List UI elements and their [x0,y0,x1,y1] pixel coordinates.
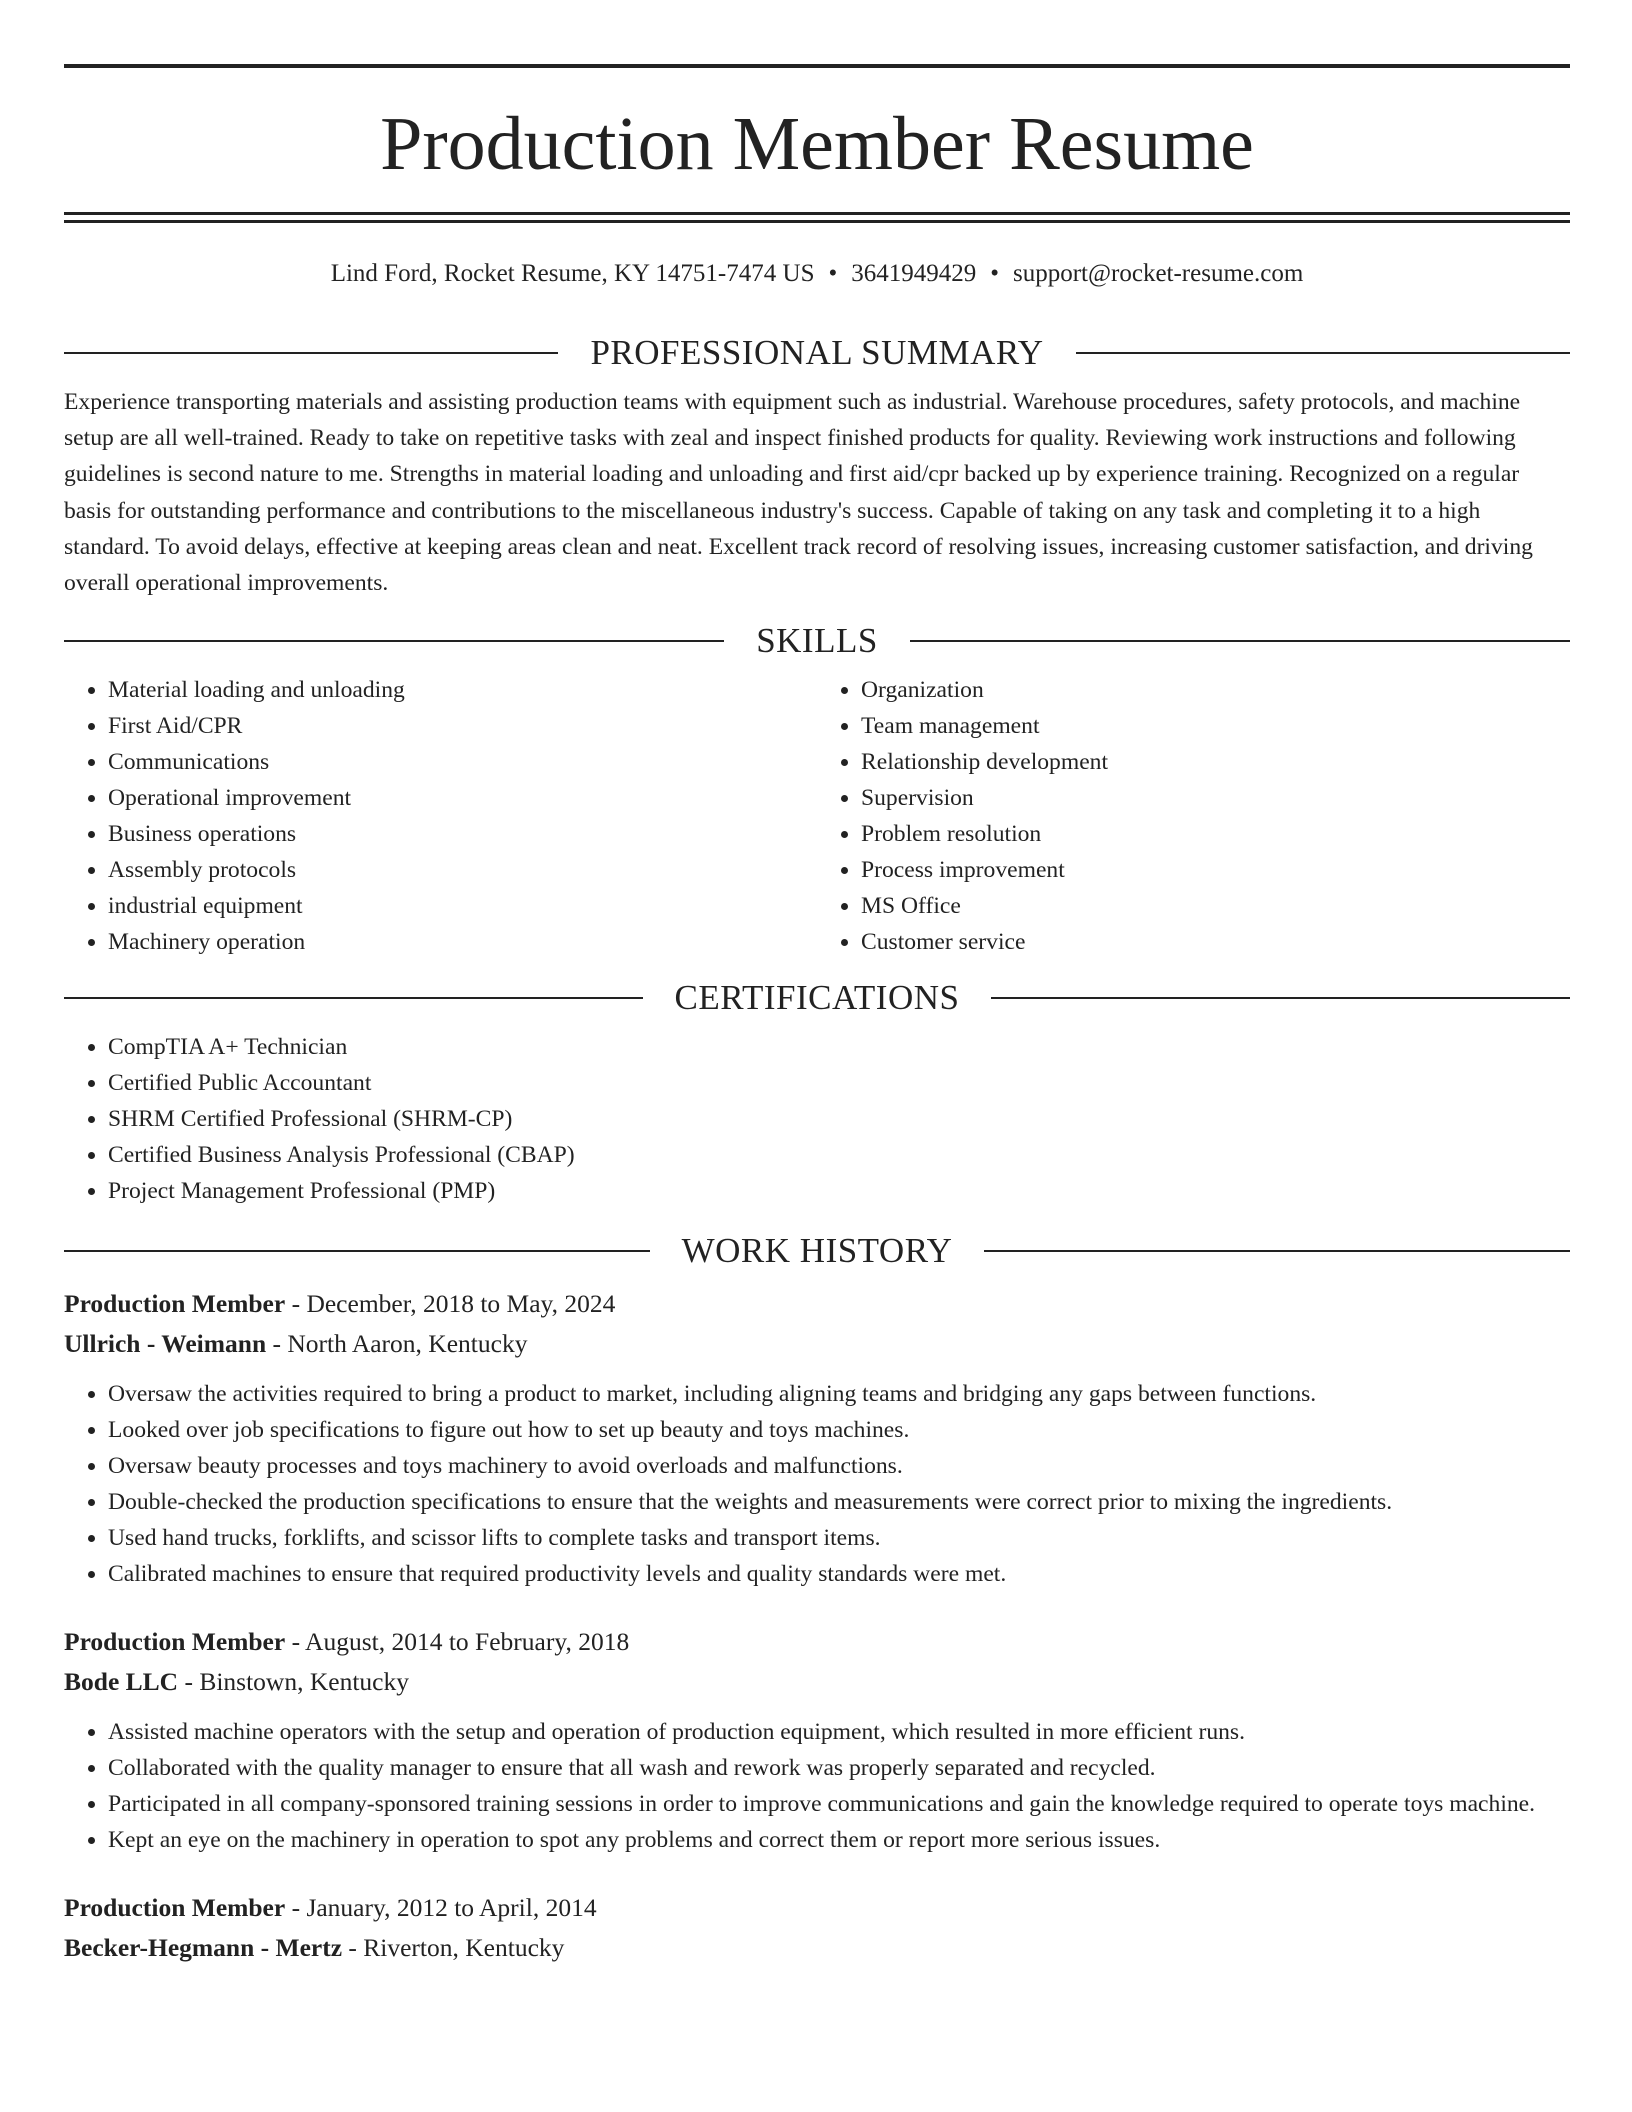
section-rule [64,640,724,642]
job-bullet: • Used hand trucks, forklifts, and scissor lifts to complete tasks and transport items. [108,1520,1570,1556]
skill-item: • Customer service [861,924,1570,960]
contact-address: Lind Ford, Rocket Resume, KY 14751-7474 US [330,260,815,287]
job-entry [64,1622,1570,1858]
job-bullet: • Calibrated machines to ensure that required productivity levels and quality standards were met. [108,1556,1570,1592]
skill-item: • Assembly protocols [108,852,817,888]
certification-item: • SHRM Certified Professional (SHRM-CP) [108,1101,1570,1137]
certifications-list [64,1029,1570,1209]
job-dates: - December, 2018 to May, 2024 [285,1289,616,1319]
contact-email: support@rocket-resume.com [1013,260,1304,287]
job-title-line [64,1622,1570,1662]
job-dates: - January, 2012 to April, 2014 [285,1893,597,1923]
contact-phone: 3641949429 [851,260,977,287]
section-header-work-history [64,1231,1570,1271]
job-entry [64,1284,1570,1592]
contact-separator: • [828,260,838,287]
job-company: Ullrich - Weimann [64,1329,267,1359]
section-rule [910,640,1570,642]
job-location: - Binstown, Kentucky [178,1667,409,1697]
skill-item: • Supervision [861,780,1570,816]
section-rule [1076,352,1570,354]
section-title-summary: PROFESSIONAL SUMMARY [590,333,1044,372]
skill-item: • Organization [861,672,1570,708]
job-bullet: • Looked over job specifications to figure out how to set up beauty and toys machines. [108,1412,1570,1448]
job-title-line [64,1284,1570,1324]
section-rule [64,1250,650,1252]
skill-item: • industrial equipment [108,888,817,924]
job-bullets [64,1714,1570,1858]
job-title-line [64,1888,1570,1928]
section-rule [991,997,1570,999]
skill-item: • Business operations [108,816,817,852]
job-bullet: • Assisted machine operators with the setup and operation of production equipment, which resulted in more efficient runs. [108,1714,1570,1750]
job-dates: - August, 2014 to February, 2018 [285,1627,630,1657]
skill-item: • Communications [108,744,817,780]
section-header-summary [64,335,1570,370]
job-bullets [64,1376,1570,1592]
job-company: Becker-Hegmann - Mertz [64,1933,343,1963]
job-location: - North Aaron, Kentucky [266,1329,528,1359]
job-company: Bode LLC [64,1667,179,1697]
skills-columns [64,672,1570,960]
certification-item: • Certified Public Accountant [108,1065,1570,1101]
skill-item: • MS Office [861,888,1570,924]
contact-separator: • [990,260,999,287]
job-bullet: • Double-checked the production specifications to ensure that the weights and measurements were correct prior to mixing the ingredients. [108,1484,1570,1520]
certification-item: • Project Management Professional (PMP) [108,1173,1570,1209]
skill-item: • Operational improvement [108,780,817,816]
section-rule [984,1250,1570,1252]
skill-item: • Problem resolution [861,816,1570,852]
job-bullet: • Collaborated with the quality manager to ensure that all wash and rework was properly separated and recycled. [108,1750,1570,1786]
job-company-line [64,1324,1570,1364]
skill-item: • Team management [861,708,1570,744]
job-company-line [64,1662,1570,1702]
skill-item: • Relationship development [861,744,1570,780]
section-header-certifications [64,978,1570,1018]
certification-item: • CompTIA A+ Technician [108,1029,1570,1065]
skills-list-right [817,672,1570,960]
page-title: Production Member Resume [380,102,1254,186]
contact-line [64,259,1570,289]
section-rule [64,352,558,354]
job-bullet: • Kept an eye on the machinery in operation to spot any problems and correct them or report more serious issues. [108,1822,1570,1858]
certification-item: • Certified Business Analysis Professional (CBAP) [108,1137,1570,1173]
section-title-skills: SKILLS [756,621,878,661]
job-title: Production Member [64,1627,286,1657]
summary-text: Experience transporting materials and assisting production teams with equipment such as industrial. Warehouse procedures, safety protocols, and machine setup are all well-trained. Ready to take on repetitive tasks with zeal and inspect finished products for quality. Reviewing work instructions and following guidelines is second nature to me. Strengths in material loading and unloading and first aid/cpr backed up by experience training. Recognized on a regular basis for outstanding performance and contributions to the miscellaneous industry's success. Capable of taking on any task and completing it to a high standard. To avoid delays, effective at keeping areas clean and neat. Excellent track record of resolving issues, increasing customer satisfaction, and driving overall operational improvements. [64,389,1533,597]
job-location: - Riverton, Kentucky [342,1933,565,1963]
top-rule [64,64,1570,68]
section-title-work-history: WORK HISTORY [681,1231,953,1271]
skill-item: • Process improvement [861,852,1570,888]
job-entry [64,1888,1570,1968]
skill-item: • First Aid/CPR [108,708,817,744]
skill-item: • Machinery operation [108,924,817,960]
resume-page [64,64,1570,1968]
job-bullet: • Participated in all company-sponsored training sessions in order to improve communications and gain the knowledge required to operate toys machine. [108,1786,1570,1822]
job-company-line [64,1928,1570,1968]
skills-list-left [64,672,817,960]
section-title-certifications: CERTIFICATIONS [674,978,960,1018]
title-double-rule [64,212,1570,223]
section-rule [64,997,643,999]
job-title: Production Member [64,1289,286,1319]
skill-item: • Material loading and unloading [108,672,817,708]
section-header-skills [64,621,1570,661]
job-title: Production Member [64,1893,286,1923]
job-bullet: • Oversaw beauty processes and toys machinery to avoid overloads and malfunctions. [108,1448,1570,1484]
job-bullet: • Oversaw the activities required to bring a product to market, including aligning teams and bridging any gaps between functions. [108,1376,1570,1412]
